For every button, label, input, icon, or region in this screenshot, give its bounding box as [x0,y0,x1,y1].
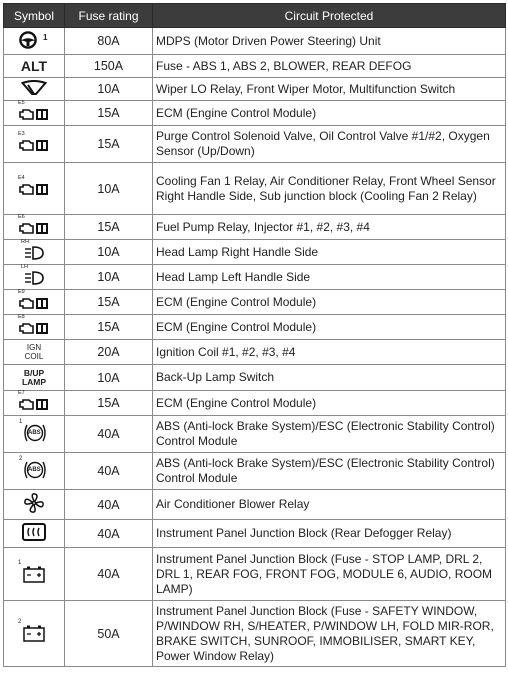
symbol-cell [4,453,65,490]
engine-ecu-icon [18,130,49,153]
fuse-rating: 10A [65,365,153,391]
abs-badge-text: ABS [28,429,41,436]
circuit-protected: Instrument Panel Junction Block (Fuse - SAFETY WINDOW, P/WINDOW RH, S/HEATER, P/WINDOW LH, FOLD MIR-ROR, BRAKE SWITCH, SUNROOF, IMMOBILISER, SMART KEY, Power Window Relay) [153,601,506,667]
circuit-protected: Head Lamp Left Handle Side [153,265,506,290]
table-row [4,315,506,340]
circuit-protected: Instrument Panel Junction Block (Fuse - STOP LAMP, DRL 2, DRL 1, REAR FOG, FRONT FOG, MODULE 6, AUDIO, ROOM LAMP) [153,548,506,601]
circuit-protected: Ignition Coil #1, #2, #3, #4 [153,340,506,365]
fuse-rating: 15A [65,215,153,240]
circuit-protected: Air Conditioner Blower Relay [153,490,506,520]
symbol-cell [4,340,65,365]
symbol-cell [4,28,65,55]
symbol-label-line2: COIL [24,352,44,361]
head-lamp-icon [21,238,45,261]
abs-badge-text: ABS [28,466,41,473]
circuit-protected: MDPS (Motor Driven Power Steering) Unit [153,28,506,55]
steering-wheel-icon [17,31,51,49]
table-row [4,215,506,240]
table-row [4,55,506,78]
table-row [4,365,506,391]
fuse-rating: 80A [65,28,153,55]
circuit-protected: Head Lamp Right Handle Side [153,240,506,265]
fuse-rating: 10A [65,78,153,101]
circuit-protected: ABS (Anti-lock Brake System)/ESC (Electronic Stability Control) Control Module [153,416,506,453]
engine-ecu-icon [19,177,49,197]
fuse-table-container [3,3,505,667]
blower-fan-icon [23,492,45,514]
table-row [4,453,506,490]
symbol-superscript: 2 [19,455,23,462]
symbol-superscript: E4 [18,175,25,181]
symbol-cell [4,215,65,240]
fuse-rating: 15A [65,126,153,163]
engine-ecu-icon [18,99,49,122]
symbol-cell [4,101,65,126]
table-row [4,490,506,520]
symbol-superscript: LH [21,263,29,270]
circuit-protected: Instrument Panel Junction Block (Rear Defogger Relay) [153,520,506,548]
table-row [4,416,506,453]
circuit-protected: Fuel Pump Relay, Injector #1, #2, #3, #4 [153,215,506,240]
fuse-rating: 10A [65,240,153,265]
circuit-protected: Fuse - ABS 1, ABS 2, BLOWER, REAR DEFOG [153,55,506,78]
table-row [4,240,506,265]
circuit-protected: Wiper LO Relay, Front Wiper Motor, Multifunction Switch [153,78,506,101]
symbol-superscript: E9 [18,288,25,295]
symbol-cell [4,601,65,667]
circuit-protected: Back-Up Lamp Switch [153,365,506,391]
fuse-rating: 10A [65,163,153,215]
table-row [4,601,506,667]
symbol-cell [4,391,65,416]
symbol-cell [4,365,65,391]
header-symbol: Symbol [4,4,65,28]
symbol-cell [4,78,65,101]
alt-text-symbol: ALT [20,58,48,74]
table-row [4,126,506,163]
fuse-rating: 15A [65,315,153,340]
engine-ecu-icon [18,213,49,236]
fuse-rating: 15A [65,290,153,315]
symbol-cell [4,163,65,215]
symbol-cell [4,265,65,290]
ign-coil-text-symbol [4,343,64,361]
table-row [4,78,506,101]
circuit-protected: ECM (Engine Control Module) [153,101,506,126]
table-row [4,548,506,601]
fuse-rating: 40A [65,548,153,601]
backup-lamp-text-symbol [4,369,64,387]
fuse-rating: 10A [65,265,153,290]
symbol-superscript: RH [21,238,29,245]
symbol-superscript: 1 [18,559,22,566]
fuse-rating: 20A [65,340,153,365]
symbol-cell [4,416,65,453]
table-row [4,290,506,315]
fuse-rating: 150A [65,55,153,78]
circuit-protected: ABS (Anti-lock Brake System)/ESC (Electronic Stability Control) Control Module [153,453,506,490]
symbol-superscript: 1 [19,418,23,425]
symbol-cell [4,55,65,78]
fuse-rating: 15A [65,101,153,126]
symbol-cell [4,126,65,163]
header-fuse-rating: Fuse rating [65,4,153,28]
table-row [4,265,506,290]
battery-icon [18,559,47,584]
symbol-superscript: E7 [18,389,25,396]
table-row [4,520,506,548]
engine-ecu-icon [18,313,49,336]
table-row [4,340,506,365]
symbol-superscript: 1 [43,32,48,42]
table-row [4,28,506,55]
table-row [4,101,506,126]
battery-icon [18,619,47,643]
fuse-rating: 40A [65,490,153,520]
header-row [4,4,506,28]
symbol-superscript: E5 [18,99,25,106]
fuse-rating: 40A [65,453,153,490]
table-row [4,163,506,215]
engine-ecu-icon [18,389,49,412]
symbol-cell [4,520,65,548]
symbol-cell [4,290,65,315]
rear-defogger-icon [22,523,46,541]
fuse-rating: 50A [65,601,153,667]
abs-icon [21,420,47,446]
symbol-superscript: E8 [18,313,25,320]
header-circuit-protected: Circuit Protected [153,4,506,28]
head-lamp-icon [21,263,45,286]
circuit-protected: Purge Control Solenoid Valve, Oil Control Valve #1/#2, Oxygen Sensor (Up/Down) [153,126,506,163]
abs-icon [21,457,47,483]
symbol-label-line1: IGN [26,343,42,352]
symbol-cell [4,490,65,520]
symbol-superscript: E6 [18,213,25,220]
circuit-protected: ECM (Engine Control Module) [153,391,506,416]
engine-ecu-icon [18,288,49,311]
symbol-cell [4,548,65,601]
symbol-cell [4,240,65,265]
fuse-table [3,3,506,667]
symbol-label-line2: LAMP [21,376,47,387]
symbol-superscript: E3 [18,130,25,137]
fuse-rating: 40A [65,416,153,453]
wiper-icon [21,80,47,96]
circuit-protected: ECM (Engine Control Module) [153,290,506,315]
symbol-cell [4,315,65,340]
symbol-label-line1: B/UP [23,367,45,378]
table-row [4,391,506,416]
fuse-rating: 40A [65,520,153,548]
circuit-protected: ECM (Engine Control Module) [153,315,506,340]
circuit-protected: Cooling Fan 1 Relay, Air Conditioner Relay, Front Wheel Sensor Right Handle Side, Sub junction block (Cooling Fan 2 Relay) [153,163,506,215]
fuse-rating: 15A [65,391,153,416]
symbol-superscript: 2 [18,619,22,625]
